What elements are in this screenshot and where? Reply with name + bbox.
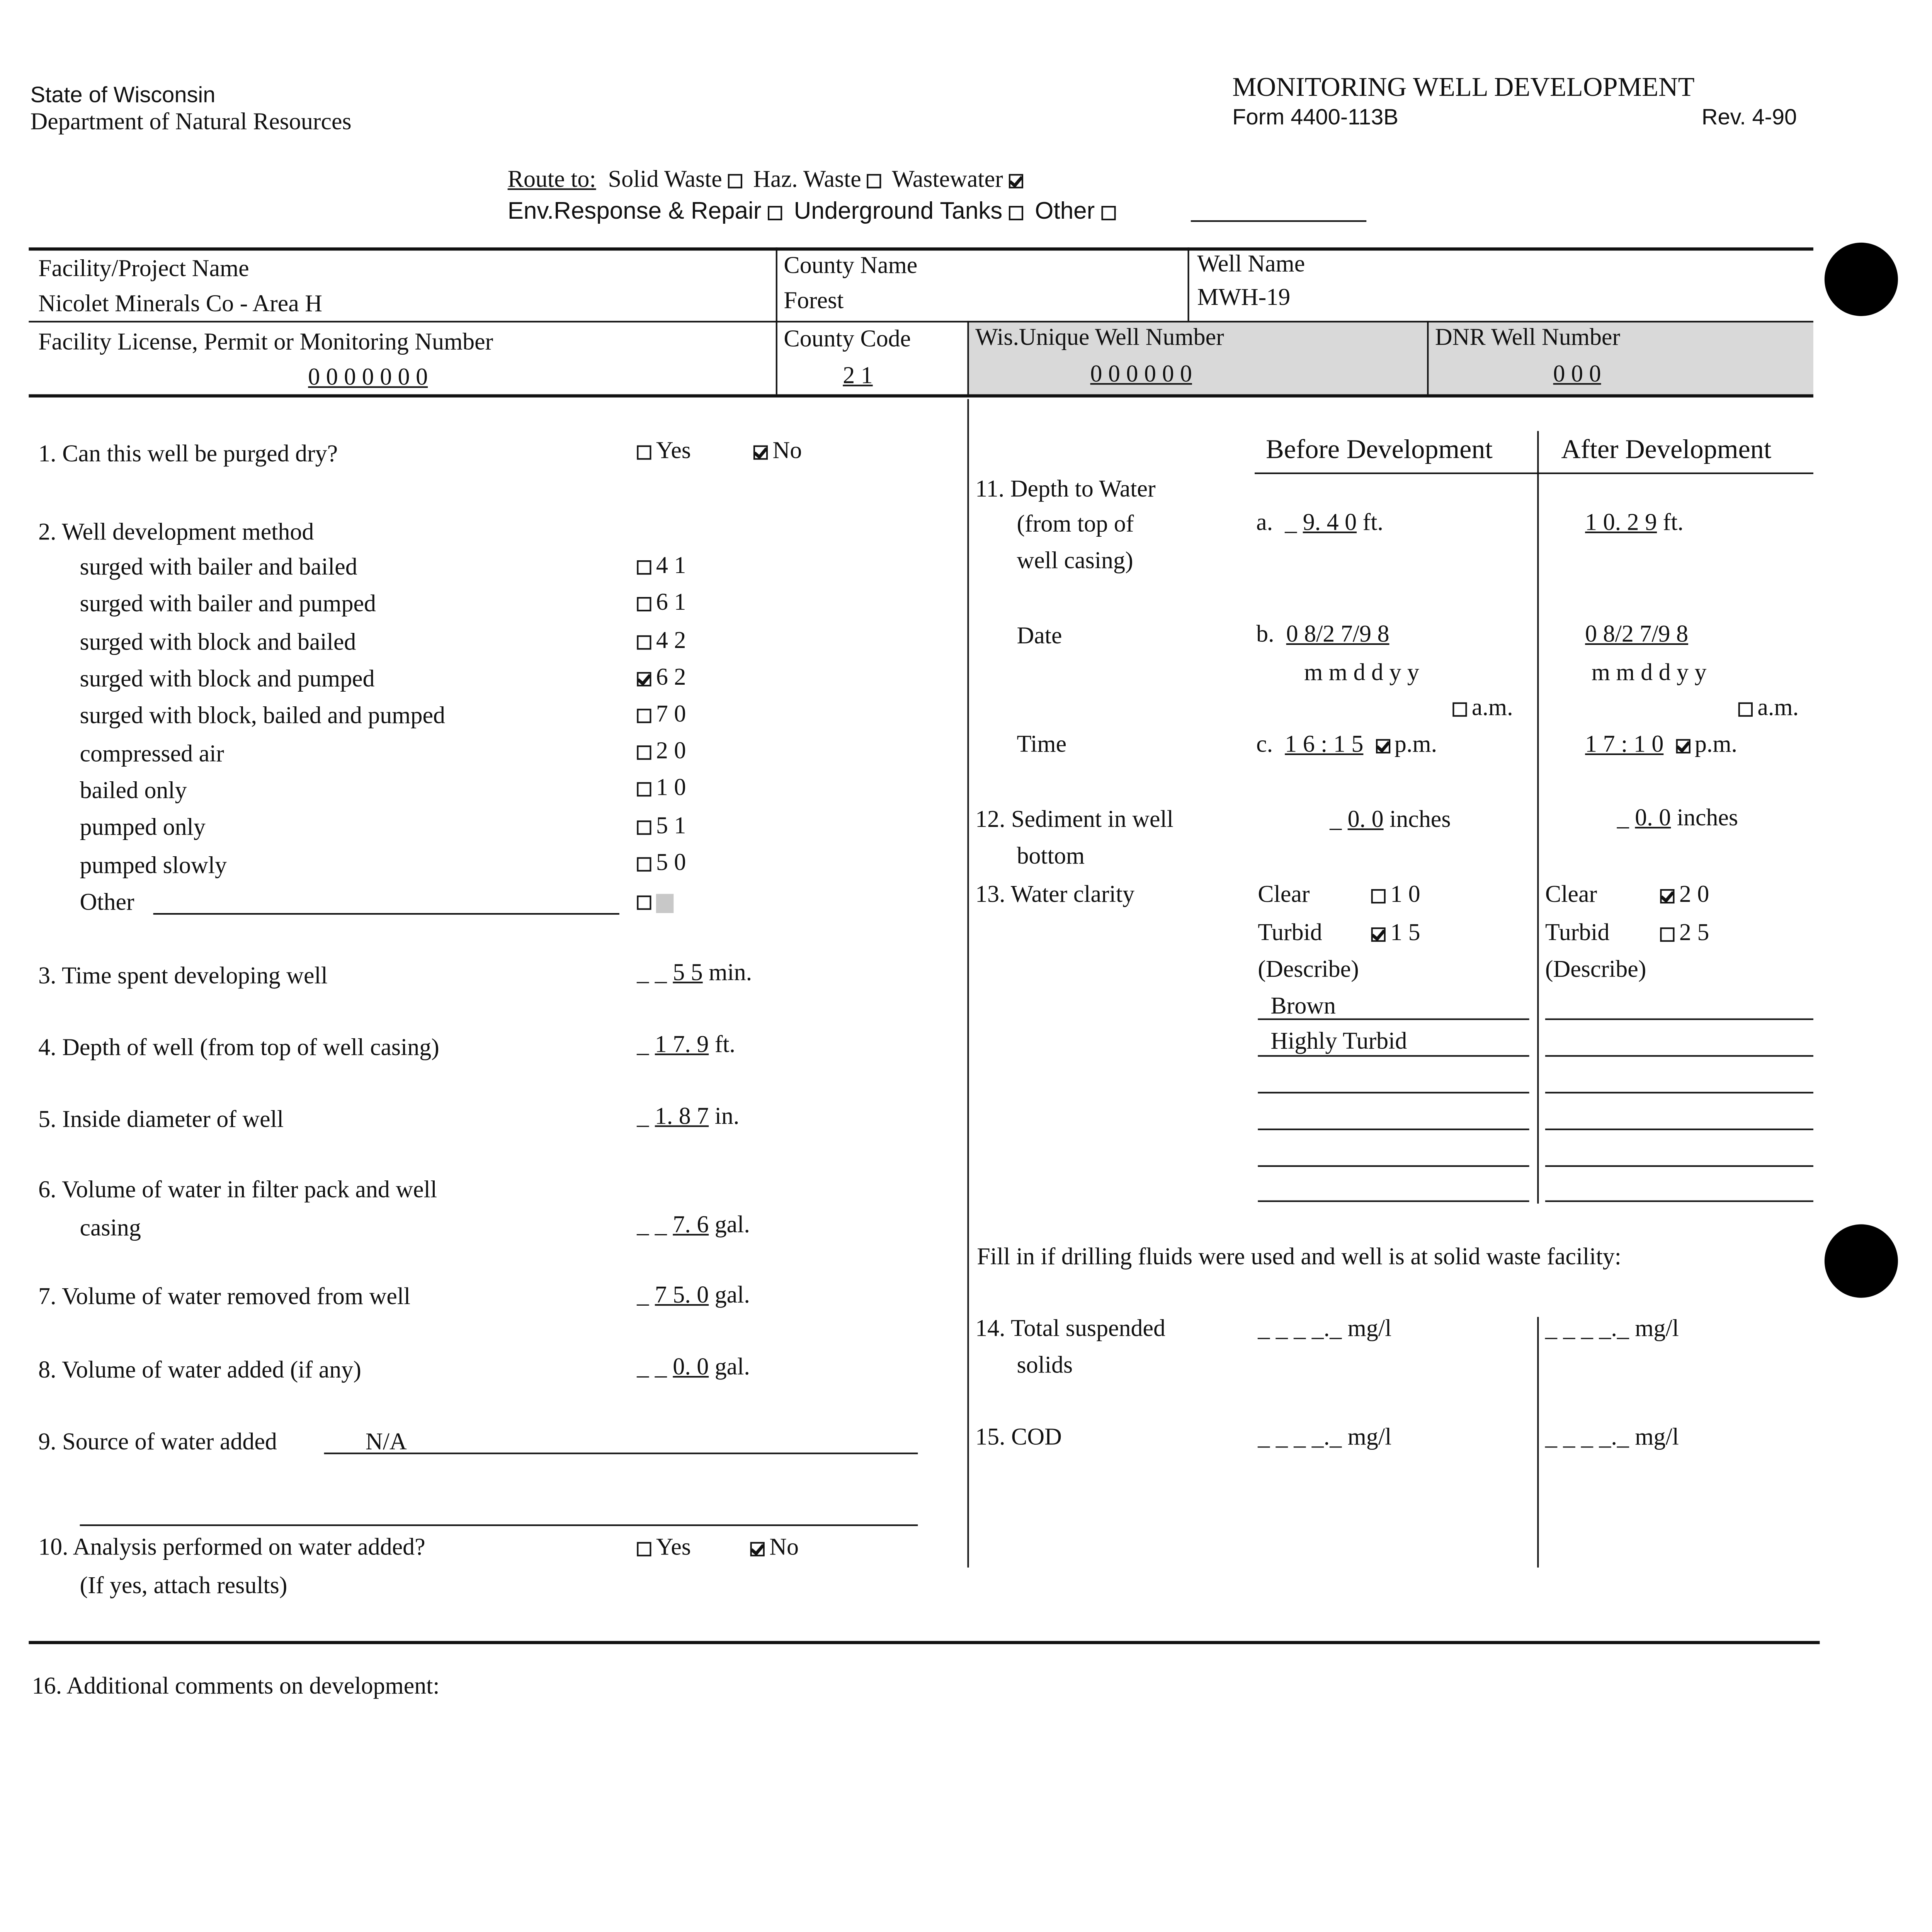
depth-before-field: a. _ 9. 4 0 ft. — [1256, 510, 1383, 537]
q7-field: _ 7 5. 0 gal. — [637, 1283, 750, 1309]
route-env-response: Env.Response & Repair — [507, 198, 762, 225]
pm-before-checkbox[interactable] — [1375, 739, 1389, 753]
form-number: Form 4400-113B — [1232, 104, 1398, 129]
date-format-before: m m d d y y — [1304, 661, 1419, 687]
well-name-value[interactable]: MWH-19 — [1197, 286, 1291, 311]
method-code: 7 0 — [656, 702, 686, 728]
q7-value[interactable]: 7 5. 0 — [655, 1283, 709, 1309]
q9-value[interactable]: N/A — [366, 1430, 407, 1456]
route-solid-waste-checkbox[interactable] — [728, 174, 742, 189]
method-label: pumped only — [80, 815, 206, 842]
q11-label: 11. Depth to Water — [975, 477, 1156, 503]
q3-unit: min. — [709, 961, 752, 987]
clear-after-code: 2 0 — [1679, 883, 1709, 908]
punch-hole — [1825, 1225, 1898, 1298]
q10-yes-checkbox[interactable] — [637, 1542, 651, 1556]
method-code: 6 1 — [656, 590, 686, 616]
state-name: State of Wisconsin — [30, 81, 216, 107]
ft-unit: ft. — [1362, 510, 1383, 537]
q8-value[interactable]: 0. 0 — [673, 1355, 709, 1381]
county-name-label: County Name — [784, 253, 918, 279]
wis-unique-label: Wis.Unique Well Number — [975, 325, 1224, 351]
q14-before-blank[interactable]: _ _ _ _._ mg/l — [1258, 1317, 1392, 1343]
q13-label: 13. Water clarity — [975, 883, 1135, 908]
method-option — [637, 816, 686, 840]
method-code: 6 2 — [656, 665, 686, 691]
date-label: Date — [1017, 624, 1062, 650]
q4-unit: ft. — [714, 1032, 736, 1058]
q10-label: 10. Analysis performed on water added? — [38, 1536, 425, 1561]
q10-no-text: No — [769, 1536, 799, 1561]
clear-before-code: 1 0 — [1390, 883, 1420, 908]
sed-before-field: _ 0. 0 inches — [1330, 808, 1451, 833]
route-wastewater: Wastewater — [892, 167, 1003, 193]
c-label: c. — [1256, 733, 1273, 759]
method-option — [637, 592, 686, 616]
q2-label: 2. Well development method — [38, 520, 314, 546]
date-format-after: m m d d y y — [1591, 661, 1707, 687]
method-checkbox[interactable] — [637, 782, 651, 796]
method-other-line — [153, 913, 619, 915]
method-label: surged with block and bailed — [80, 630, 356, 656]
desc-before-1[interactable]: Brown — [1270, 994, 1336, 1020]
depth-before-value[interactable]: 9. 4 0 — [1303, 510, 1357, 537]
q9-label: 9. Source of water added — [38, 1430, 277, 1456]
q5-value[interactable]: 1. 8 7 — [655, 1104, 709, 1130]
turbid-before-option — [1371, 923, 1420, 947]
pm-after-text: p.m. — [1694, 733, 1738, 759]
county-code-label: County Code — [784, 327, 911, 353]
q6-field: _ _ 7. 6 gal. — [637, 1213, 750, 1239]
q14-after-blank[interactable]: _ _ _ _._ mg/l — [1545, 1317, 1679, 1343]
method-label: surged with bailer and pumped — [80, 592, 376, 618]
describe-after: (Describe) — [1545, 957, 1646, 983]
time-after-field — [1585, 734, 1737, 758]
turbid-after-code: 2 5 — [1679, 921, 1709, 947]
county-code-value[interactable]: 2 1 — [843, 364, 873, 389]
route-env-response-checkbox[interactable] — [768, 205, 782, 219]
am-after — [1738, 697, 1799, 721]
turbid-after-checkbox[interactable] — [1660, 927, 1674, 942]
q9-line-2 — [80, 1524, 918, 1526]
form-revision: Rev. 4-90 — [1701, 104, 1797, 129]
sed-before-value[interactable]: 0. 0 — [1347, 808, 1384, 833]
method-label: surged with block, bailed and pumped — [80, 704, 445, 730]
describe-line — [1545, 1092, 1813, 1094]
q5-label: 5. Inside diameter of well — [38, 1107, 284, 1134]
q10-sub: (If yes, attach results) — [80, 1574, 287, 1600]
describe-before: (Describe) — [1258, 957, 1359, 983]
route-row-1 — [508, 169, 1028, 193]
q1-yes — [637, 440, 691, 464]
q3-field: _ _ 5 5 min. — [637, 961, 752, 987]
q7-unit: gal. — [714, 1283, 750, 1309]
time-after-value[interactable]: 1 7 : 1 0 — [1585, 733, 1664, 759]
q10-no-checkbox[interactable] — [750, 1542, 765, 1556]
q1-yes-checkbox[interactable] — [637, 446, 651, 460]
route-other-checkbox[interactable] — [1102, 205, 1116, 219]
q7-label: 7. Volume of water removed from well — [38, 1285, 411, 1311]
q6-label: 6. Volume of water in filter pack and well — [38, 1178, 437, 1204]
method-option — [637, 704, 686, 728]
q14-label-2: solids — [1017, 1354, 1073, 1379]
clear-before-option — [1371, 884, 1420, 908]
method-option — [637, 777, 686, 801]
form-title: MONITORING WELL DEVELOPMENT — [1232, 71, 1695, 102]
method-option — [637, 631, 686, 655]
q11-label-3: well casing) — [1017, 549, 1133, 575]
method-label: pumped slowly — [80, 854, 227, 880]
rule — [29, 247, 1813, 250]
method-code: 4 2 — [656, 629, 686, 655]
date-before-value[interactable]: 0 8/2 7/9 8 — [1286, 622, 1389, 648]
q4-field: _ 1 7. 9 ft. — [637, 1032, 736, 1058]
q11-label-2: (from top of — [1017, 512, 1134, 538]
fill-note: Fill in if drilling fluids were used and well is at solid waste facility: — [977, 1245, 1621, 1271]
method-checkbox[interactable] — [637, 597, 651, 611]
method-code: 5 0 — [656, 850, 686, 876]
method-option — [637, 741, 686, 765]
method-code: 5 1 — [656, 814, 686, 840]
q14-label: 14. Total suspended — [975, 1317, 1166, 1343]
date-before-field — [1256, 624, 1389, 648]
q8-unit: gal. — [714, 1355, 750, 1381]
describe-line — [1258, 1165, 1529, 1167]
method-checkbox[interactable] — [637, 672, 651, 686]
q12-label: 12. Sediment in well — [975, 808, 1174, 833]
clear-after-label: Clear — [1545, 883, 1597, 908]
q8-label: 8. Volume of water added (if any) — [38, 1358, 361, 1384]
b-label: b. — [1256, 622, 1274, 648]
q6-unit: gal. — [714, 1213, 750, 1239]
wis-unique-value[interactable]: 0 0 0 0 0 0 — [1090, 362, 1192, 388]
q8-field: _ _ 0. 0 gal. — [637, 1355, 750, 1381]
route-haz-waste-checkbox[interactable] — [867, 174, 881, 189]
q10-no — [750, 1537, 799, 1561]
q10-yes-text: Yes — [656, 1536, 691, 1561]
method-option — [637, 556, 686, 580]
describe-line — [1545, 1055, 1813, 1057]
after-header: After Development — [1561, 434, 1772, 465]
method-other-option — [637, 891, 673, 915]
route-other-line — [1191, 220, 1366, 222]
depth-after-value[interactable]: 1 0. 2 9 — [1585, 510, 1657, 537]
describe-line — [1545, 1019, 1813, 1020]
describe-line — [1258, 1129, 1529, 1130]
desc-before-2[interactable]: Highly Turbid — [1270, 1029, 1407, 1055]
sed-after-field: _ 0. 0 inches — [1617, 806, 1738, 832]
q1-no-text: No — [772, 439, 802, 465]
am-before — [1452, 697, 1513, 721]
route-wastewater-checkbox[interactable] — [1009, 174, 1023, 189]
rule — [1537, 1317, 1539, 1568]
turbid-before-label: Turbid — [1258, 921, 1322, 947]
rule — [1188, 247, 1189, 321]
method-label: surged with block and pumped — [80, 667, 375, 693]
am-after-checkbox[interactable] — [1738, 702, 1753, 717]
method-label: surged with bailer and bailed — [80, 555, 357, 581]
license-label: Facility License, Permit or Monitoring Number — [38, 330, 493, 356]
well-name-label: Well Name — [1197, 252, 1305, 278]
depth-after-field — [1585, 512, 1684, 536]
am-before-text: a.m. — [1471, 696, 1513, 722]
q1-no — [753, 440, 802, 464]
method-checkbox[interactable] — [637, 857, 651, 872]
q1-no-checkbox[interactable] — [753, 446, 768, 460]
rule — [967, 321, 969, 394]
describe-line — [1258, 1055, 1529, 1057]
sed-after-value[interactable]: 0. 0 — [1635, 806, 1671, 832]
describe-line — [1258, 1201, 1529, 1202]
license-value[interactable]: 0 0 0 0 0 0 0 — [308, 366, 428, 391]
route-underground-tanks-checkbox[interactable] — [1009, 205, 1024, 219]
q15-label: 15. COD — [975, 1425, 1062, 1451]
route-row-2 — [508, 199, 1121, 223]
comments-label: 16. Additional comments on development: — [32, 1674, 440, 1700]
method-label: bailed only — [80, 779, 187, 805]
q3-label: 3. Time spent developing well — [38, 964, 328, 990]
rule — [1537, 431, 1539, 1203]
pm-after-checkbox[interactable] — [1675, 739, 1690, 753]
dnr-well-label: DNR Well Number — [1435, 325, 1621, 351]
describe-line — [1545, 1129, 1813, 1130]
rule — [776, 247, 777, 394]
turbid-before-code: 1 5 — [1390, 921, 1420, 947]
method-checkbox[interactable] — [637, 560, 651, 575]
am-before-checkbox[interactable] — [1452, 702, 1467, 717]
method-option — [637, 852, 686, 876]
method-other-label: Other — [80, 891, 134, 917]
pm-before-text: p.m. — [1394, 733, 1437, 759]
turbid-after-option — [1660, 923, 1709, 947]
turbid-after-label: Turbid — [1545, 921, 1610, 947]
rule — [1427, 321, 1429, 394]
q12-label-2: bottom — [1017, 844, 1085, 870]
rule — [29, 1641, 1820, 1644]
route-solid-waste: Solid Waste — [608, 167, 722, 193]
a-label: a. — [1256, 510, 1273, 537]
date-after-field — [1585, 624, 1688, 648]
method-option — [637, 667, 686, 691]
inches-unit: inches — [1677, 806, 1738, 832]
method-checkbox[interactable] — [637, 745, 651, 760]
clear-before-label: Clear — [1258, 883, 1310, 908]
facility-name-label: Facility/Project Name — [38, 257, 249, 283]
q15-after-blank[interactable]: _ _ _ _._ mg/l — [1545, 1425, 1679, 1451]
q4-value[interactable]: 1 7. 9 — [655, 1032, 709, 1058]
q5-field: _ 1. 8 7 in. — [637, 1104, 740, 1130]
method-checkbox[interactable] — [637, 821, 651, 835]
describe-line — [1258, 1019, 1529, 1020]
q6-label-2: casing — [80, 1216, 141, 1242]
method-code: 4 1 — [656, 554, 686, 580]
clear-after-checkbox[interactable] — [1660, 889, 1674, 903]
time-before-field — [1256, 734, 1437, 758]
q6-value[interactable]: 7. 6 — [673, 1213, 709, 1239]
q5-unit: in. — [714, 1104, 740, 1130]
date-after-value[interactable]: 0 8/2 7/9 8 — [1585, 622, 1689, 648]
turbid-before-checkbox[interactable] — [1371, 927, 1386, 942]
dnr-well-value[interactable]: 0 0 0 — [1553, 362, 1601, 388]
q3-value[interactable]: 5 5 — [673, 961, 703, 987]
q9-line — [324, 1452, 918, 1454]
describe-line — [1258, 1092, 1529, 1094]
route-underground-tanks: Underground Tanks — [794, 198, 1003, 225]
rule — [1255, 473, 1813, 474]
route-label: Route to: — [507, 167, 596, 193]
method-checkbox[interactable] — [637, 635, 651, 650]
time-before-value[interactable]: 1 6 : 1 5 — [1285, 733, 1364, 759]
clear-after-option — [1660, 884, 1709, 908]
clear-before-checkbox[interactable] — [1371, 889, 1386, 903]
facility-name-value[interactable]: Nicolet Minerals Co - Area H — [38, 292, 322, 318]
rule — [967, 399, 969, 1568]
q15-before-blank[interactable]: _ _ _ _._ mg/l — [1258, 1425, 1392, 1451]
rule — [29, 321, 1813, 322]
shaded-code-box — [656, 893, 673, 913]
ft-unit: ft. — [1663, 510, 1684, 537]
method-other-checkbox[interactable] — [637, 896, 651, 910]
county-name-value[interactable]: Forest — [784, 289, 844, 315]
am-after-text: a.m. — [1757, 696, 1799, 722]
method-code: 1 0 — [656, 776, 686, 801]
method-label: compressed air — [80, 742, 224, 768]
department-name: Department of Natural Resources — [30, 110, 352, 136]
q10-yes — [637, 1537, 691, 1561]
inches-unit: inches — [1389, 808, 1451, 833]
route-other: Other — [1035, 198, 1095, 225]
describe-line — [1545, 1165, 1813, 1167]
method-code: 2 0 — [656, 739, 686, 765]
q1-yes-text: Yes — [656, 439, 691, 465]
method-checkbox[interactable] — [637, 709, 651, 723]
q1-label: 1. Can this well be purged dry? — [38, 442, 338, 468]
before-header: Before Development — [1265, 434, 1493, 465]
punch-hole — [1825, 243, 1898, 316]
describe-line — [1545, 1201, 1813, 1202]
time-label: Time — [1017, 733, 1067, 759]
route-haz-waste: Haz. Waste — [753, 167, 861, 193]
q4-label: 4. Depth of well (from top of well casing) — [38, 1036, 439, 1062]
rule — [29, 394, 1813, 397]
